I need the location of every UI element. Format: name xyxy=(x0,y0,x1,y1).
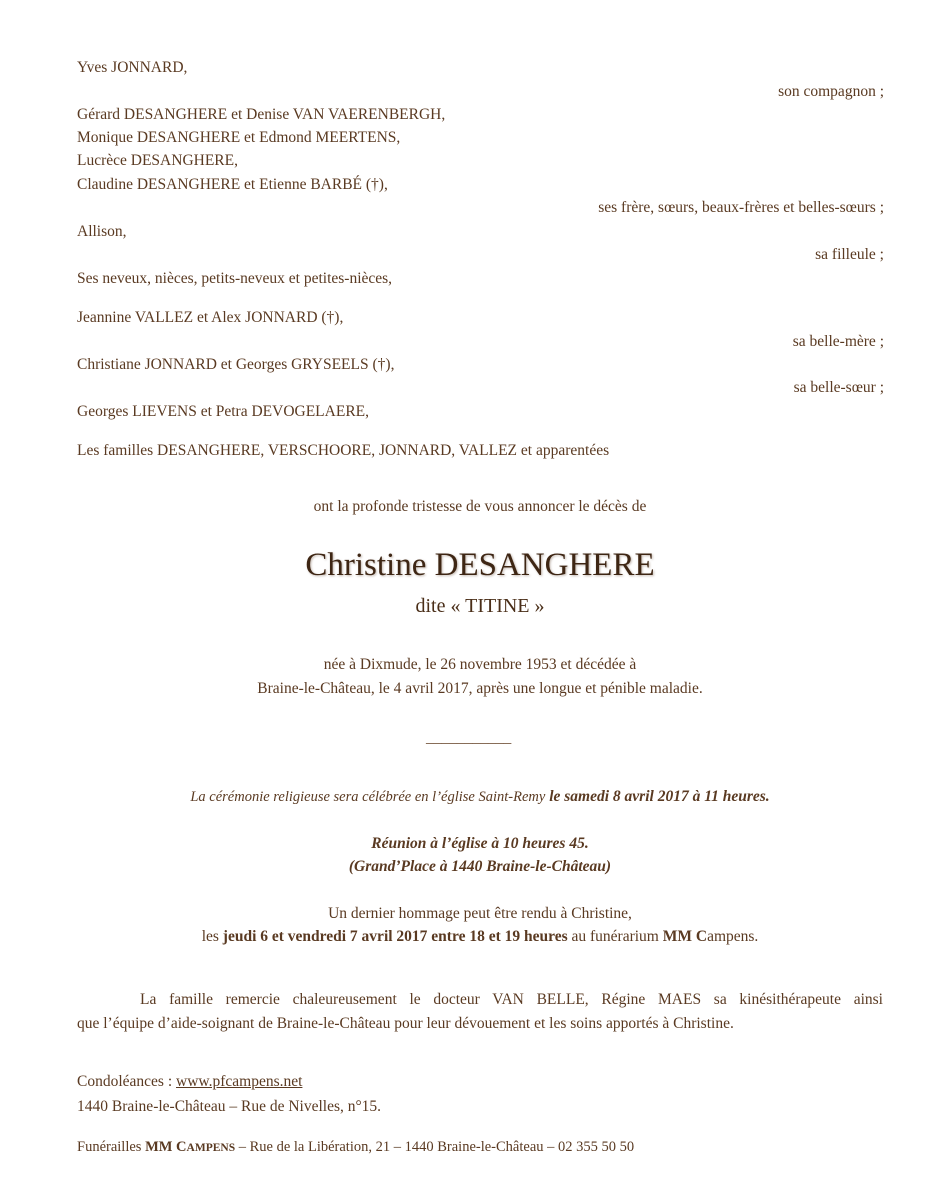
thanks-line-1: La famille remercie chaleureusement le docteur VAN BELLE, Régine MAES sa kinésithérapeute ainsi xyxy=(140,991,883,1008)
tribute-middle: au funérarium xyxy=(571,928,659,945)
deceased-nickname: dite « TITINE » xyxy=(415,595,545,617)
family-line-10: Georges LIEVENS et Petra DEVOGELAERE, xyxy=(77,403,369,420)
thanks-line-2: que l’équipe d’aide-soignant de Braine-le-Château pour leur dévouement et les soins apportés à Christine. xyxy=(77,1015,734,1032)
ceremony-line xyxy=(0,787,947,807)
family-line-11: Les familles DESANGHERE, VERSCHOORE, JONNARD, VALLEZ et apparentées xyxy=(77,442,610,459)
footer-rest: – Rue de la Libération, 21 – 1440 Braine-le-Château – 02 355 50 50 xyxy=(238,1139,635,1155)
footer-mm: MM C xyxy=(145,1139,187,1155)
family-line-4: Lucrèce DESANGHERE, xyxy=(77,152,238,169)
footer-prefix: Funérailles xyxy=(77,1139,142,1155)
meeting-address: (Grand’Place à 1440 Braine-le-Château) xyxy=(348,858,612,875)
meeting-address-line xyxy=(0,857,947,877)
footer-line xyxy=(77,1137,634,1158)
thanks-paragraph xyxy=(77,988,883,1036)
announcement: ont la profonde tristesse de vous annoncer le décès de xyxy=(313,498,647,515)
separator-text: ___________ xyxy=(426,729,512,746)
website-link[interactable]: www.pfcampens.net xyxy=(176,1073,303,1090)
relation-line-1: son compagnon ; xyxy=(778,83,884,100)
relation-line-2: ses frère, sœurs, beaux-frères et belles-sœurs ; xyxy=(598,199,884,216)
death-line: Braine-le-Château, le 4 avril 2017, après une longue et pénible maladie. xyxy=(257,680,703,697)
tribute-line-2 xyxy=(0,927,947,947)
family-line-1: Yves JONNARD, xyxy=(77,59,188,76)
family-line-9: Christiane JONNARD et Georges GRYSEELS (†), xyxy=(77,356,395,373)
relation-line-4: sa belle-mère ; xyxy=(792,333,884,350)
family-line-2: Gérard DESANGHERE et Denise VAN VAERENBERGH, xyxy=(77,106,446,123)
family-line-8: Jeannine VALLEZ et Alex JONNARD (†), xyxy=(77,309,344,326)
relation-line-3: sa filleule ; xyxy=(815,246,884,263)
family-line-5: Claudine DESANGHERE et Etienne BARBÉ (†), xyxy=(77,176,388,193)
tribute-dates: jeudi 6 et vendredi 7 avril 2017 entre 18 et 19 heures xyxy=(222,928,568,945)
birth-line: née à Dixmude, le 26 novembre 1953 et décédée à xyxy=(323,656,637,673)
relation-line-5: sa belle-sœur ; xyxy=(793,379,884,396)
tribute-line-1: Un dernier hommage peut être rendu à Christine, xyxy=(328,905,632,922)
footer-company: AMPENS xyxy=(186,1142,236,1154)
meeting-text: Réunion à l’église à 10 heures 45. xyxy=(371,835,589,852)
meeting-line xyxy=(0,834,947,854)
condolences-line xyxy=(77,1072,302,1092)
tribute-rest: ampens. xyxy=(707,928,759,945)
family-line-3: Monique DESANGHERE et Edmond MEERTENS, xyxy=(77,129,401,146)
contact-address: 1440 Braine-le-Château – Rue de Nivelles, n°15. xyxy=(77,1098,382,1115)
ceremony-when: le samedi 8 avril 2017 à 11 heures. xyxy=(549,788,770,805)
family-line-6: Allison, xyxy=(77,223,127,240)
deceased-name: Christine DESANGHERE xyxy=(305,547,655,583)
ceremony-text: La cérémonie religieuse sera célébrée en l’église Saint-Remy xyxy=(190,789,546,805)
family-line-7: Ses neveux, nièces, petits-neveux et petites-nièces, xyxy=(77,270,393,287)
condolences-label: Condoléances : xyxy=(77,1073,173,1090)
tribute-prefix: les xyxy=(201,928,219,945)
tribute-mm: MM C xyxy=(662,928,708,945)
